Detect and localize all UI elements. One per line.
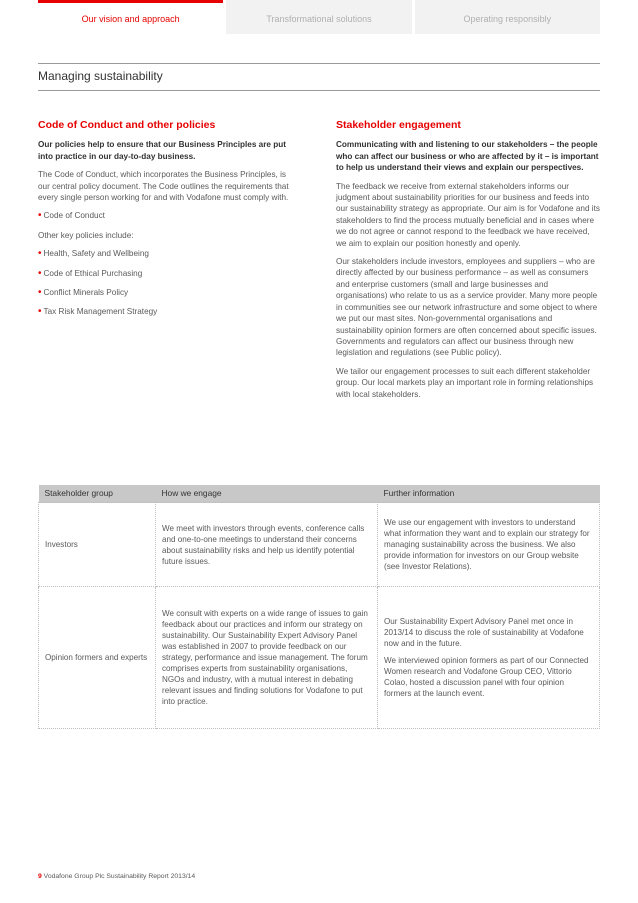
tab-operating-responsibly[interactable]: Operating responsibly (415, 0, 600, 34)
bullet-icon: • (38, 210, 42, 222)
info-paragraph: We use our engagement with investors to understand what information they want and to explain our strategy for managing sustainability across the business. We also provide information for investors on our Group website (see Investor Relations). (384, 518, 590, 571)
table-cell-group: Opinion formers and experts (39, 587, 156, 729)
key-policies-list (38, 248, 300, 318)
list-item-label: Health, Safety and Wellbeing (43, 249, 149, 259)
bullet-icon: • (38, 267, 42, 279)
list-item (38, 210, 300, 221)
list-item-label: Code of Conduct (43, 211, 105, 221)
table-row (39, 503, 600, 587)
bullet-icon: • (38, 306, 42, 318)
list-item-label: Conflict Minerals Policy (43, 288, 129, 298)
table-cell-info (378, 587, 600, 729)
table-cell-engage: We consult with experts on a wide range of issues to gain feedback about our practices and inform our strategy on sustainability. Our Sustainability Expert Advisory Panel was established in 2007 to provide feedback on our strategy, performance and issue management. The forum comprises experts from sustainability organisations, NGOs and industry, with a mutual interest in debating relevant issues and finding solutions for Vodafone to put into practice. (156, 587, 378, 729)
code-of-conduct-heading: Code of Conduct and other policies (38, 119, 216, 131)
list-item (38, 248, 300, 259)
column-header: How we engage (156, 485, 378, 503)
code-lead-paragraph: Our policies help to ensure that our Business Principles are put into practice in our day-to-day business. (38, 140, 286, 161)
table-cell-info (378, 503, 600, 587)
left-column (38, 120, 300, 326)
footer-text: Vodafone Group Plc Sustainability Report 2013/14 (43, 873, 196, 880)
list-item (38, 287, 300, 298)
table-header-row (39, 485, 600, 503)
other-policies-label: Other key policies include: (38, 230, 134, 240)
stakeholder-paragraph-3: We tailor our engagement processes to suit each different stakeholder group. Our local markets play an important role in forming relationships with local stakeholders. (336, 366, 594, 399)
column-header: Further information (378, 485, 600, 503)
stakeholder-paragraph-2: Our stakeholders include investors, employees and suppliers – who are directly affected by our business performance – as well as consumers and enterprise customers (small and large businesses and organisations) who relate to us as a service provider. Many more people in communities see our network infrastructure and some object to where we put our mast sites. Non-governmental organisations and sustainability opinion formers are often concerned about specific issues. Governments and regulators can affect our business through new legislation and regulations (see Public policy). (336, 257, 598, 358)
list-item (38, 268, 300, 279)
page-title: Managing sustainability (38, 63, 600, 91)
stakeholder-lead-paragraph: Communicating with and listening to our stakeholders – the people who can affect our business or who are affected by it – is important to help us understand their views and explain our perspectives. (336, 140, 599, 173)
code-list (38, 210, 300, 221)
page-number: 9 (38, 873, 42, 880)
stakeholder-paragraph-1: The feedback we receive from external stakeholders informs our judgment about sustainability priorities for our business and feeds into our sustainability strategy as appropriate. Our aim is for Vodafone and its stakeholders to find the process mutually beneficial and in cases where we do not agree or cannot respond to the feedback we have received, we aim to explain our position honestly and openly. (336, 181, 600, 248)
table-cell-engage: We meet with investors through events, conference calls and one-to-one meetings to understand their concerns about sustainability risks and help us identify potential future issues. (156, 503, 378, 587)
page-footer (38, 873, 195, 880)
stakeholder-heading: Stakeholder engagement (336, 119, 461, 131)
code-body-paragraph: The Code of Conduct, which incorporates the Business Principles, is our central policy document. The Code outlines the requirements that every single person working for and with Vodafone must comply with. (38, 170, 289, 203)
list-item-label: Tax Risk Management Strategy (43, 307, 158, 317)
info-paragraph: We interviewed opinion formers as part of our Connected Women research and Vodafone Group CEO, Vittorio Colao, hosted a discussion panel with four opinion formers at the launch event. (384, 656, 589, 698)
info-paragraph: Our Sustainability Expert Advisory Panel met once in 2013/14 to discuss the role of sustainability at Vodafone now and in the future. (384, 617, 584, 648)
table-row (39, 587, 600, 729)
table-cell-group: Investors (39, 503, 156, 587)
tab-transformational-solutions[interactable]: Transformational solutions (226, 0, 411, 34)
list-item (38, 306, 300, 317)
stakeholder-table (38, 485, 600, 729)
tab-vision-approach[interactable]: Our vision and approach (38, 0, 223, 34)
column-header: Stakeholder group (39, 485, 156, 503)
right-column (336, 120, 600, 407)
list-item-label: Code of Ethical Purchasing (43, 268, 143, 278)
section-tabs (38, 0, 600, 34)
bullet-icon: • (38, 287, 42, 299)
bullet-icon: • (38, 248, 42, 260)
